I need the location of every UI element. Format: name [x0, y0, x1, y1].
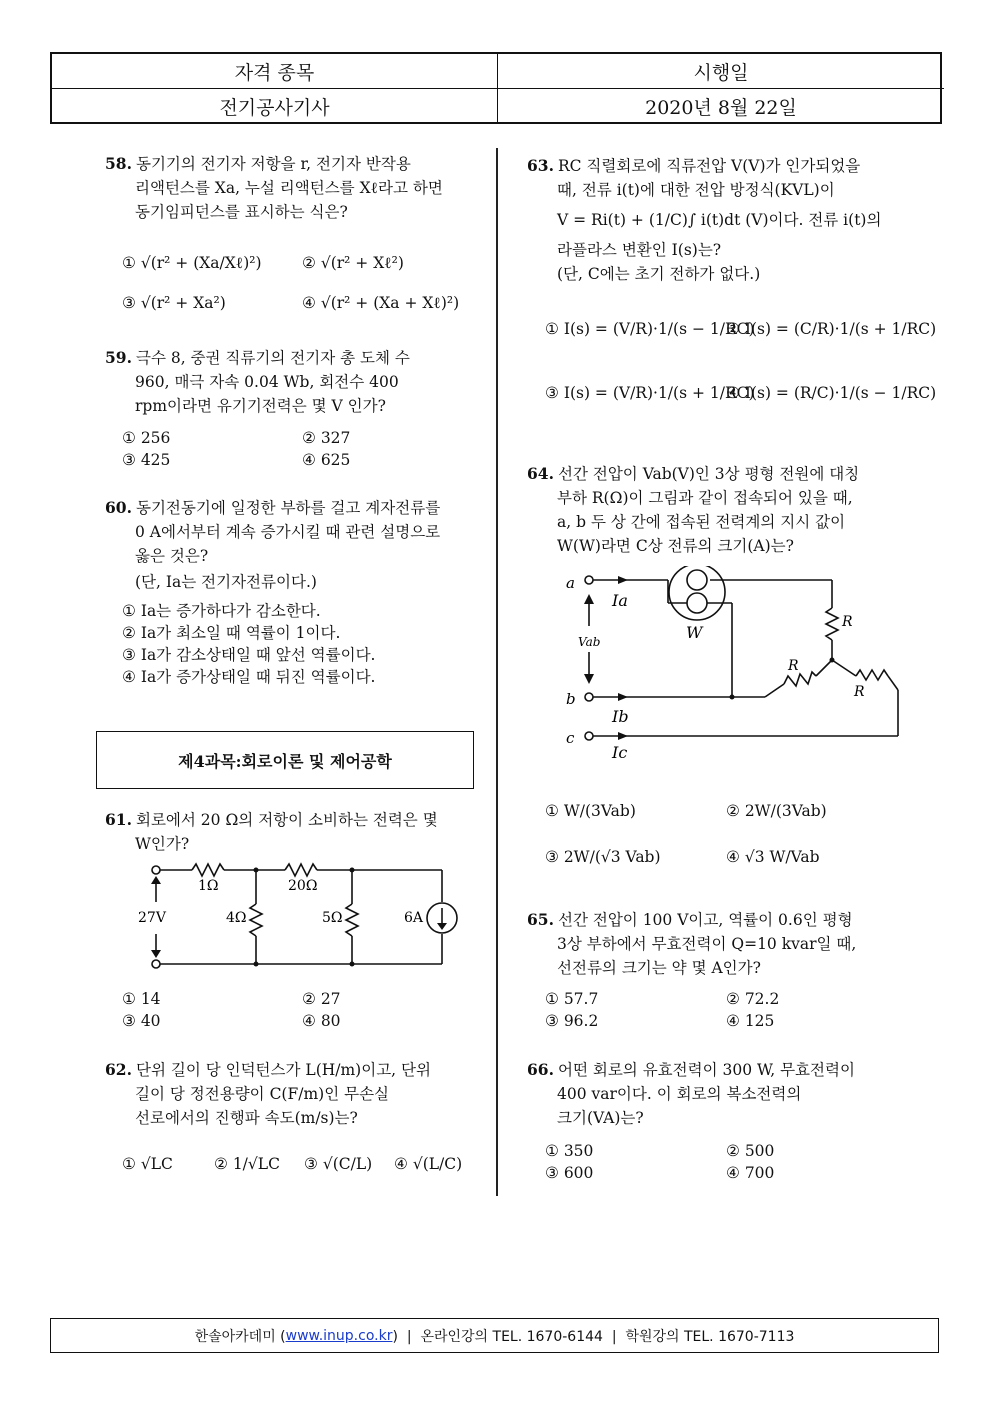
- option-2[interactable]: ② 72.2: [726, 990, 780, 1008]
- question-text: 선로에서의 진행파 속도(m/s)는?: [135, 1109, 358, 1127]
- label-a: a: [566, 574, 575, 592]
- question-text: a, b 두 상 간에 접속된 전력계의 지시 값이: [557, 513, 846, 531]
- option-3[interactable]: ③ 96.2: [545, 1012, 599, 1030]
- question-text: 부하 R(Ω)이 그림과 같이 접속되어 있을 때,: [557, 489, 853, 507]
- option-2[interactable]: ② 27: [302, 990, 341, 1008]
- label-Ib: Ib: [612, 707, 629, 726]
- question-60: [105, 496, 440, 594]
- label-Ic: Ic: [612, 743, 628, 762]
- option-4[interactable]: ④ √(L/C): [394, 1155, 463, 1173]
- question-number: 58.: [105, 154, 132, 173]
- question-text: 극수 8, 중권 직류기의 전기자 총 도체 수: [135, 349, 410, 367]
- question-58: [105, 152, 443, 224]
- option-3[interactable]: ③ Ia가 감소상태일 때 앞선 역률이다.: [122, 646, 376, 664]
- label-27V: 27V: [138, 910, 166, 926]
- option-4[interactable]: ④ I(s) = (R/C)·1/(s − 1/RC): [726, 384, 937, 402]
- option-1[interactable]: ① 350: [545, 1142, 594, 1160]
- question-text: 3상 부하에서 무효전력이 Q=10 kvar일 때,: [557, 935, 857, 953]
- question-text: 선전류의 크기는 약 몇 A인가?: [557, 959, 761, 977]
- question-text: 960, 매극 자속 0.04 Wb, 회전수 400: [135, 373, 399, 391]
- label-Vab: Vab: [578, 635, 601, 649]
- question-number: 65.: [527, 910, 554, 929]
- question-text: 동기임피던스를 표시하는 식은?: [135, 203, 348, 221]
- footer: [50, 1318, 939, 1353]
- header-date-label: 시행일: [498, 54, 944, 89]
- footer-url-link[interactable]: www.inup.co.kr: [285, 1327, 393, 1344]
- option-1[interactable]: ① W/(3Vab): [545, 802, 636, 820]
- option-1[interactable]: ① Ia는 증가하다가 감소한다.: [122, 602, 321, 620]
- label-5ohm: 5Ω: [322, 910, 343, 926]
- option-3[interactable]: ③ √(r² + Xa²): [122, 294, 226, 312]
- question-number: 63.: [527, 156, 554, 175]
- label-4ohm: 4Ω: [226, 910, 247, 926]
- option-1[interactable]: ① √(r² + (Xa/Xℓ)²): [122, 254, 262, 272]
- footer-contact: ) | 온라인강의 TEL. 1670-6144 | 학원강의 TEL. 1670-7113: [392, 1328, 795, 1345]
- question-65: [527, 908, 856, 980]
- option-3[interactable]: ③ 425: [122, 451, 171, 469]
- question-note: (단, Ia는 전기자전류이다.): [135, 573, 317, 591]
- question-61: [105, 808, 438, 856]
- label-R3: R: [854, 684, 865, 700]
- question-text: 길이 당 정전용량이 C(F/m)인 무손실: [135, 1085, 390, 1103]
- label-c: c: [566, 729, 575, 747]
- question-text: 동기기의 전기자 저항을 r, 전기자 반작용: [135, 155, 411, 173]
- option-4[interactable]: ④ 700: [726, 1164, 775, 1182]
- option-3[interactable]: ③ √(C/L): [304, 1155, 373, 1173]
- label-W: W: [686, 623, 703, 642]
- question-number: 60.: [105, 498, 132, 517]
- question-64: [527, 462, 859, 558]
- question-number: 64.: [527, 464, 554, 483]
- question-text: 동기전동기에 일정한 부하를 걸고 계자전류를: [135, 499, 441, 517]
- question-66: [527, 1058, 855, 1130]
- question-text: 0 A에서부터 계속 증가시킬 때 관련 설명으로: [135, 523, 441, 541]
- question-text: rpm이라면 유기기전력은 몇 V 인가?: [135, 397, 386, 415]
- option-1[interactable]: ① 57.7: [545, 990, 599, 1008]
- label-6A: 6A: [404, 910, 424, 926]
- question-text: 단위 길이 당 인덕턴스가 L(H/m)이고, 단위: [135, 1061, 431, 1079]
- question-number: 61.: [105, 810, 132, 829]
- question-number: 66.: [527, 1060, 554, 1079]
- option-3[interactable]: ③ 2W/(√3 Vab): [545, 848, 661, 866]
- option-2[interactable]: ② 2W/(3Vab): [726, 802, 827, 820]
- question-text: 때, 전류 i(t)에 대한 전압 방정식(KVL)이: [557, 181, 835, 199]
- option-2[interactable]: ② Ia가 최소일 때 역률이 1이다.: [122, 624, 341, 642]
- option-2[interactable]: ② 327: [302, 429, 351, 447]
- option-4[interactable]: ④ 125: [726, 1012, 775, 1030]
- header-subject-value: 전기공사기사: [52, 89, 498, 124]
- label-R1: R: [842, 614, 853, 630]
- question-text: 회로에서 20 Ω의 저항이 소비하는 전력은 몇: [135, 811, 438, 829]
- option-3[interactable]: ③ 600: [545, 1164, 594, 1182]
- label-1ohm: 1Ω: [198, 878, 219, 894]
- label-b: b: [566, 690, 576, 708]
- option-1[interactable]: ① 14: [122, 990, 161, 1008]
- option-4[interactable]: ④ 80: [302, 1012, 341, 1030]
- option-2[interactable]: ② √(r² + Xℓ²): [302, 254, 404, 272]
- label-R2: R: [788, 658, 799, 674]
- question-number: 62.: [105, 1060, 132, 1079]
- column-divider: [496, 148, 498, 1196]
- label-Ia: Ia: [612, 591, 628, 610]
- header-subject-label: 자격 종목: [52, 54, 498, 89]
- question-note: (단, C에는 초기 전하가 없다.): [557, 265, 761, 283]
- option-3[interactable]: ③ I(s) = (V/R)·1/(s + 1/RC): [545, 384, 755, 402]
- question-59: [105, 346, 410, 418]
- question-text: 어떤 회로의 유효전력이 300 W, 무효전력이: [557, 1061, 855, 1079]
- option-4[interactable]: ④ Ia가 증가상태일 때 뒤진 역률이다.: [122, 668, 376, 686]
- footer-academy: 한솔아카데미 (: [194, 1328, 286, 1345]
- section-title: 제4과목:회로이론 및 제어공학: [96, 731, 474, 789]
- question-text: 선간 전압이 Vab(V)인 3상 평형 전원에 대칭: [557, 465, 860, 483]
- question-number: 59.: [105, 348, 132, 367]
- question-text: 400 var이다. 이 회로의 복소전력의: [557, 1085, 802, 1103]
- header-table: [50, 52, 942, 124]
- label-20ohm: 20Ω: [288, 878, 318, 894]
- option-2[interactable]: ② I(s) = (C/R)·1/(s + 1/RC): [726, 320, 937, 338]
- option-4[interactable]: ④ 625: [302, 451, 351, 469]
- question-text: 선간 전압이 100 V이고, 역률이 0.6인 평형: [557, 911, 853, 929]
- header-date-value: 2020년 8월 22일: [645, 97, 797, 119]
- circuit-diagram-61: [130, 858, 470, 976]
- option-4[interactable]: ④ √(r² + (Xa + Xℓ)²): [302, 294, 460, 312]
- question-text: 크기(VA)는?: [557, 1109, 644, 1127]
- option-1[interactable]: ① I(s) = (V/R)·1/(s − 1/RC): [545, 320, 755, 338]
- option-2[interactable]: ② 500: [726, 1142, 775, 1160]
- question-text: RC 직렬회로에 직류전압 V(V)가 인가되었을: [557, 157, 861, 175]
- option-1[interactable]: ① 256: [122, 429, 171, 447]
- question-text: W인가?: [135, 835, 190, 853]
- question-text: 리액턴스를 Xa, 누설 리액턴스를 Xℓ라고 하면: [135, 179, 443, 197]
- question-63: [527, 154, 881, 286]
- question-text: W(W)라면 C상 전류의 크기(A)는?: [557, 537, 794, 555]
- option-1[interactable]: ① √LC: [122, 1155, 173, 1173]
- question-text: 라플라스 변환인 I(s)는?: [557, 241, 722, 259]
- circuit-diagram-64: [560, 566, 905, 766]
- option-2[interactable]: ② 1/√LC: [214, 1155, 280, 1173]
- option-4[interactable]: ④ √3 W/Vab: [726, 848, 820, 866]
- question-text: 옳은 것은?: [135, 547, 209, 565]
- option-3[interactable]: ③ 40: [122, 1012, 161, 1030]
- question-62: [105, 1058, 431, 1130]
- question-equation: V = Ri(t) + (1/C)∫ i(t)dt (V)이다. 전류 i(t)의: [557, 211, 882, 229]
